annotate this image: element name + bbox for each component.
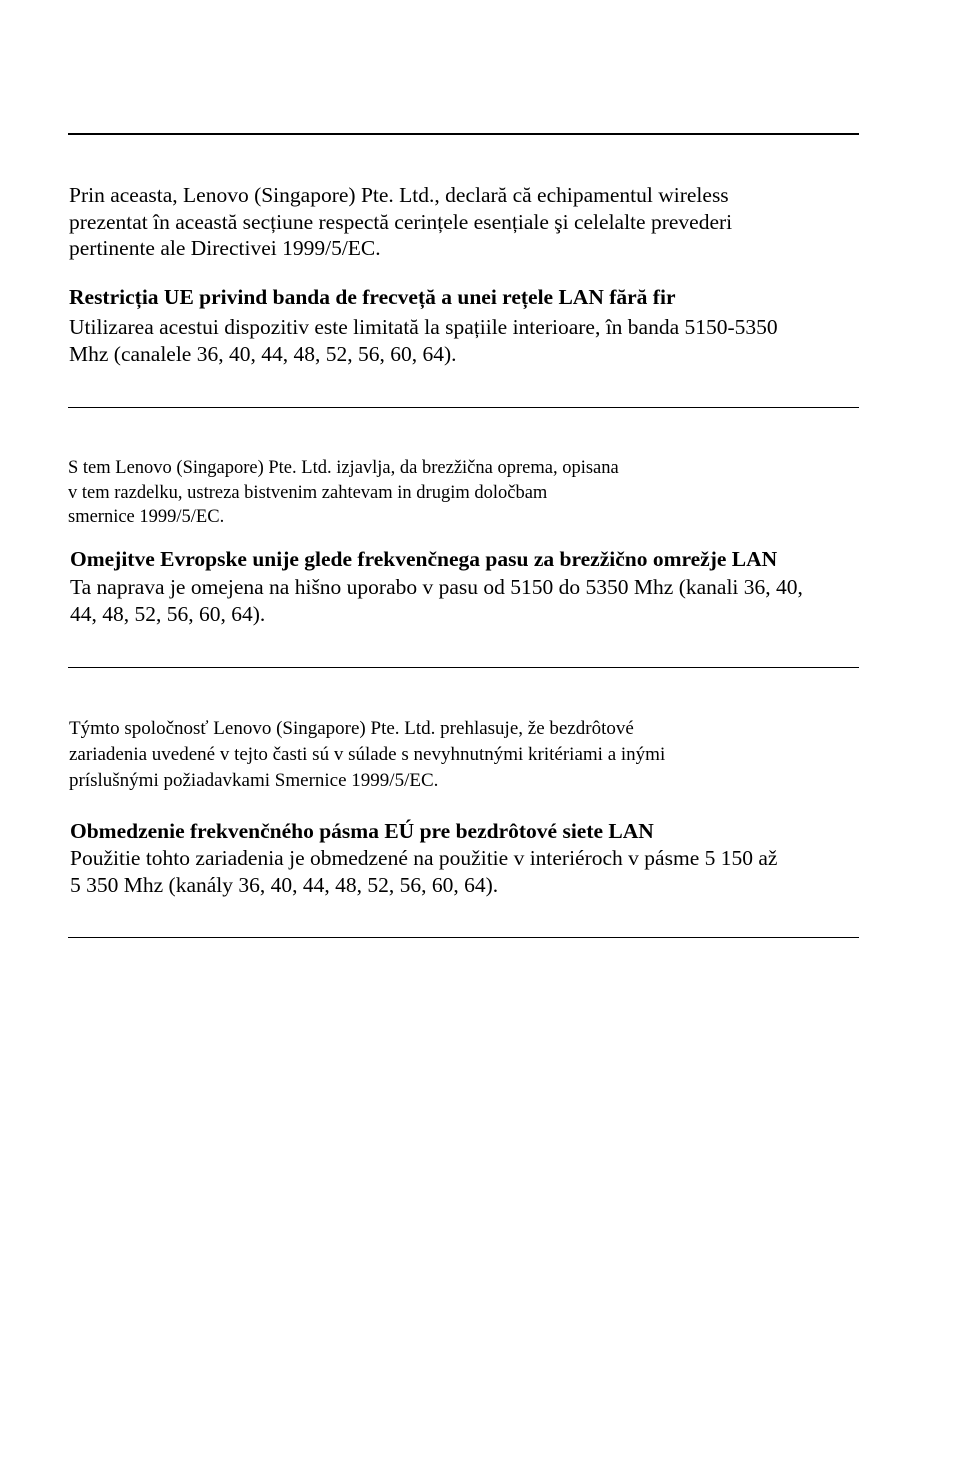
romanian-restriction-text: Utilizarea acestui dispozitiv este limitată la spațiile interioare, în banda 5150-5350 Mhz (canalele 36, 40, 44, 48, 52, 56, 60, 64). — [69, 315, 778, 366]
romanian-declaration: Prin aceasta, Lenovo (Singapore) Pte. Ltd., declară că echipamentul wireless prezentat în această secțiune respectă cerințele esențiale şi celelalte prevederi pertinente ale Directivei 1999/5/EC. — [69, 183, 733, 260]
slovak-declaration: Týmto spoločnosť Lenovo (Singapore) Pte. Ltd. prehlasuje, že bezdrôtové zariadenia uvedené v tejto časti sú v súlade s nevyhnutnými kritériami a inými príslušnými požiadavkami Smernice 1999/5/EC. — [69, 718, 666, 791]
slovenian-restriction-heading: Omejitve Evropske unije glede frekvenčnega pasu za brezžično omrežje LAN — [70, 547, 778, 571]
slovak-restriction-text: Použitie tohto zariadenia je obmedzené na použitie v interiéroch v pásme 5 150 až 5 350 Mhz (kanály 36, 40, 44, 48, 52, 56, 60, 64). — [70, 846, 778, 897]
top-divider — [68, 133, 859, 135]
romanian-restriction-heading: Restricția UE privind banda de frecveță a unei rețele LAN fără fir — [69, 285, 676, 309]
section-divider — [68, 407, 859, 408]
slovenian-declaration: S tem Lenovo (Singapore) Pte. Ltd. izjavlja, da brezžična oprema, opisana v tem razdelku, ustreza bistvenim zahtevam in drugim določbam smernice 1999/5/EC. — [68, 458, 619, 527]
slovenian-restriction-text: Ta naprava je omejena na hišno uporabo v pasu od 5150 do 5350 Mhz (kanali 36, 40, 44, 48, 52, 56, 60, 64). — [70, 575, 803, 626]
slovak-restriction-heading: Obmedzenie frekvenčného pásma EÚ pre bezdrôtové siete LAN — [70, 819, 654, 843]
bottom-divider — [68, 937, 859, 938]
section-divider — [68, 667, 859, 668]
